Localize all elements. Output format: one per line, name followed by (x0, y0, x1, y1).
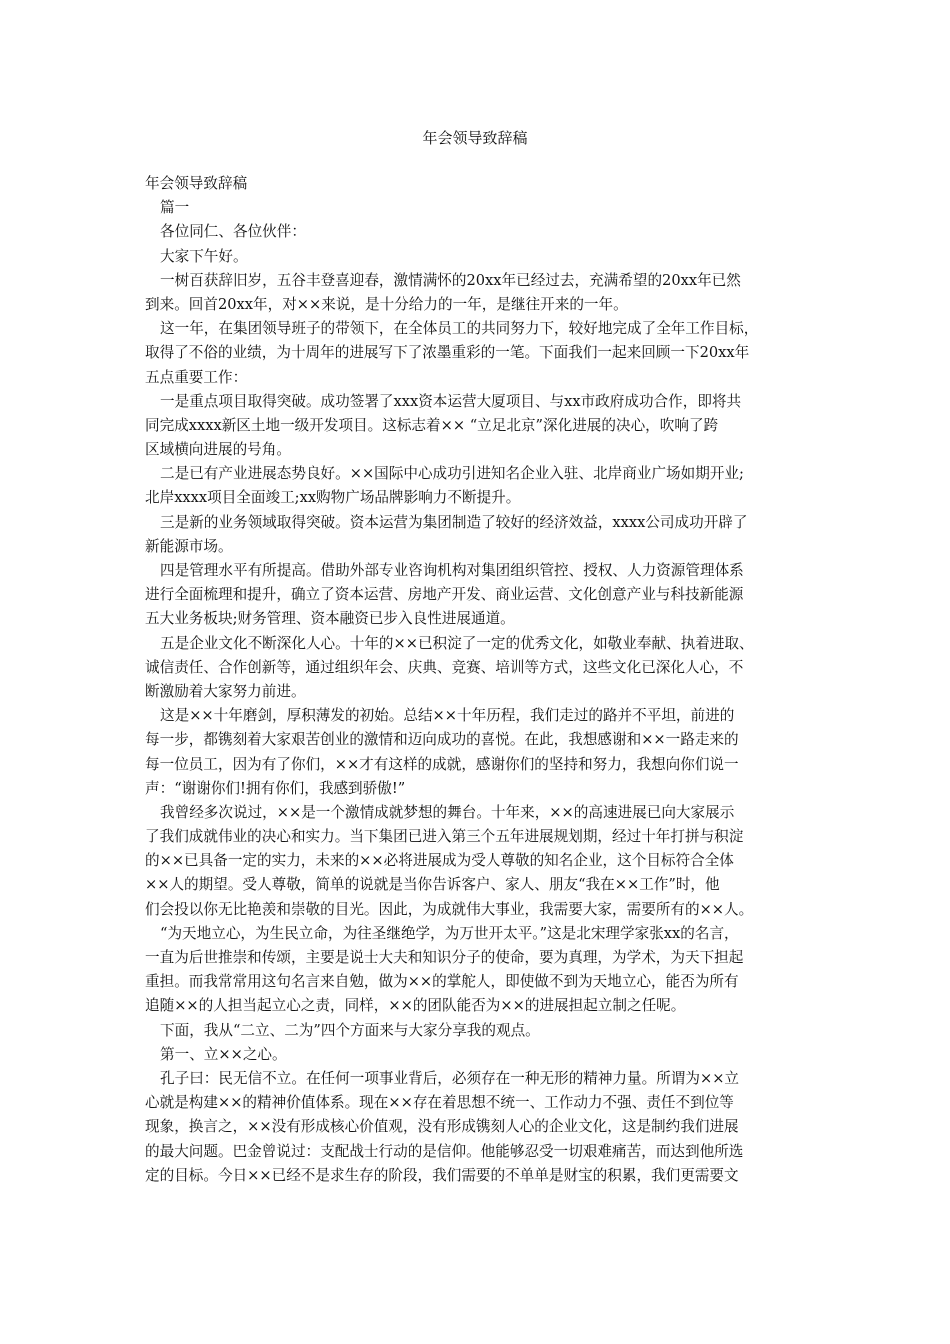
text-line: “为天地立心，为生民立命，为往圣继绝学，为万世开太平。”这是北宋理学家张xx的名言， (160, 924, 739, 942)
text-line: 大家下午好。 (160, 247, 248, 265)
text-line: 三是新的业务领域取得突破。资本运营为集团制造了较好的经济效益，xxxx公司成功开辟了 (160, 513, 748, 531)
text-line: 到来。回首20xx年，对××来说，是十分给力的一年，是继往开来的一年。 (145, 295, 628, 313)
text-line: 一是重点项目取得突破。成功签署了xxx资本运营大厦项目、与xx市政府成功合作，即将共 (160, 392, 742, 410)
text-line: 的××已具备一定的实力，未来的××必将进展成为受人尊敬的知名企业，这个目标符合全体 (145, 852, 734, 870)
text-line: 一直为后世推崇和传颂，主要是说士大夫和知识分子的使命，要为真理，为学术，为天下担起 (145, 949, 744, 966)
page-title: 年会领导致辞稿 (422, 129, 528, 147)
text-line: 一树百获辞旧岁，五谷丰登喜迎春，激情满怀的20xx年已经过去，充满希望的20xx年已然 (160, 271, 741, 289)
text-line: 篇一 (160, 199, 190, 217)
text-line: 我曾经多次说过，××是一个激情成就梦想的舞台。十年来，××的高速进展已向大家展示 (160, 803, 735, 821)
text-line: 下面，我从“二立、二为”四个方面来与大家分享我的观点。 (160, 1021, 540, 1039)
document-body (145, 172, 813, 1188)
text-line: 心就是构建××的精神价值体系。现在××存在着思想不统一、工作动力不强、责任不到位等 (145, 1094, 734, 1112)
text-line: 年会领导致辞稿 (145, 175, 248, 192)
text-line: 现象，换言之，××没有形成核心价值观，没有形成镌刻人心的企业文化，这是制约我们进展 (145, 1118, 739, 1136)
text-line: 取得了不俗的业绩，为十周年的进展写下了浓墨重彩的一笔。下面我们一起来回顾一下20xx年 (145, 344, 750, 362)
text-line: 五点重要工作： (145, 368, 248, 386)
text-line: 的最大问题。巴金曾说过：支配战士行动的是信仰。他能够忍受一切艰难痛苦，而达到他所选 (145, 1142, 744, 1160)
text-line: 这一年，在集团领导班子的带领下，在全体员工的共同努力下，较好地完成了全年工作目标， (160, 320, 759, 338)
text-line: 四是管理水平有所提高。借助外部专业咨询机构对集团组织管控、授权、人力资源管理体系 (160, 562, 744, 579)
text-line: 进行全面梳理和提升，确立了资本运营、房地产开发、商业运营、文化创意产业与科技新能源 (145, 586, 744, 604)
text-line: ××人的期望。受人尊敬，简单的说就是当你告诉客户、家人、朋友“我在××工作”时，他 (145, 876, 720, 894)
text-line: 重担。而我常常用这句名言来自勉，做为××的掌舵人，即使做不到为天地立心，能否为所有 (145, 973, 739, 991)
text-line: 五大业务板块;财务管理、资本融资已步入良性进展通道。 (145, 610, 515, 628)
text-line: 追随××的人担当起立心之责，同样，××的团队能否为××的进展担起立制之任呢。 (145, 997, 686, 1015)
text-line: 这是××十年磨剑，厚积薄发的初始。总结××十年历程，我们走过的路并不平坦，前进的 (160, 707, 735, 725)
text-line: 区域横向进展的号角。 (145, 441, 291, 459)
text-line: 第一、立××之心。 (160, 1045, 287, 1063)
text-line: 五是企业文化不断深化人心。十年的××已积淀了一定的优秀文化，如敬业奉献、执着进取、 (160, 634, 754, 652)
text-line: 各位同仁、各位伙伴： (160, 223, 306, 241)
text-line: 二是已有产业进展态势良好。××国际中心成功引进知名企业入驻、北岸商业广场如期开业; (160, 465, 744, 483)
text-line: 每一位员工，因为有了你们，××才有这样的成就，感谢你们的坚持和努力，我想向你们说一 (145, 755, 739, 773)
text-line: 了我们成就伟业的决心和实力。当下集团已进入第三个五年进展规划期，经过十年打拼与积淀 (145, 828, 744, 846)
text-line: 定的目标。今日××已经不是求生存的阶段，我们需要的不单单是财宝的积累，我们更需要文 (145, 1166, 739, 1184)
text-line: 声：“谢谢你们!拥有你们，我感到骄傲!” (145, 779, 406, 797)
text-line: 断激励着大家努力前进。 (145, 682, 306, 700)
text-line: 新能源市场。 (145, 537, 233, 555)
text-line: 每一步，都镌刻着大家艰苦创业的激情和迈向成功的喜悦。在此，我想感谢和××一路走来的 (145, 731, 739, 749)
text-line: 诚信责任、合作创新等，通过组织年会、庆典、竞赛、培训等方式，这些文化已深化人心，不 (145, 658, 744, 676)
text-line: 们会投以你无比艳羡和崇敬的目光。因此，为成就伟大事业，我需要大家，需要所有的××人。 (145, 900, 754, 918)
text-line: 同完成xxxx新区土地一级开发项目。这标志着×× “立足北京”深化进展的决心，吹响了跨 (145, 416, 719, 434)
text-line: 北岸xxxx项目全面竣工;xx购物广场品牌影响力不断提升。 (145, 489, 521, 507)
text-line: 孔子曰：民无信不立。在任何一项事业背后，必须存在一种无形的精神力量。所谓为××立 (160, 1069, 740, 1087)
